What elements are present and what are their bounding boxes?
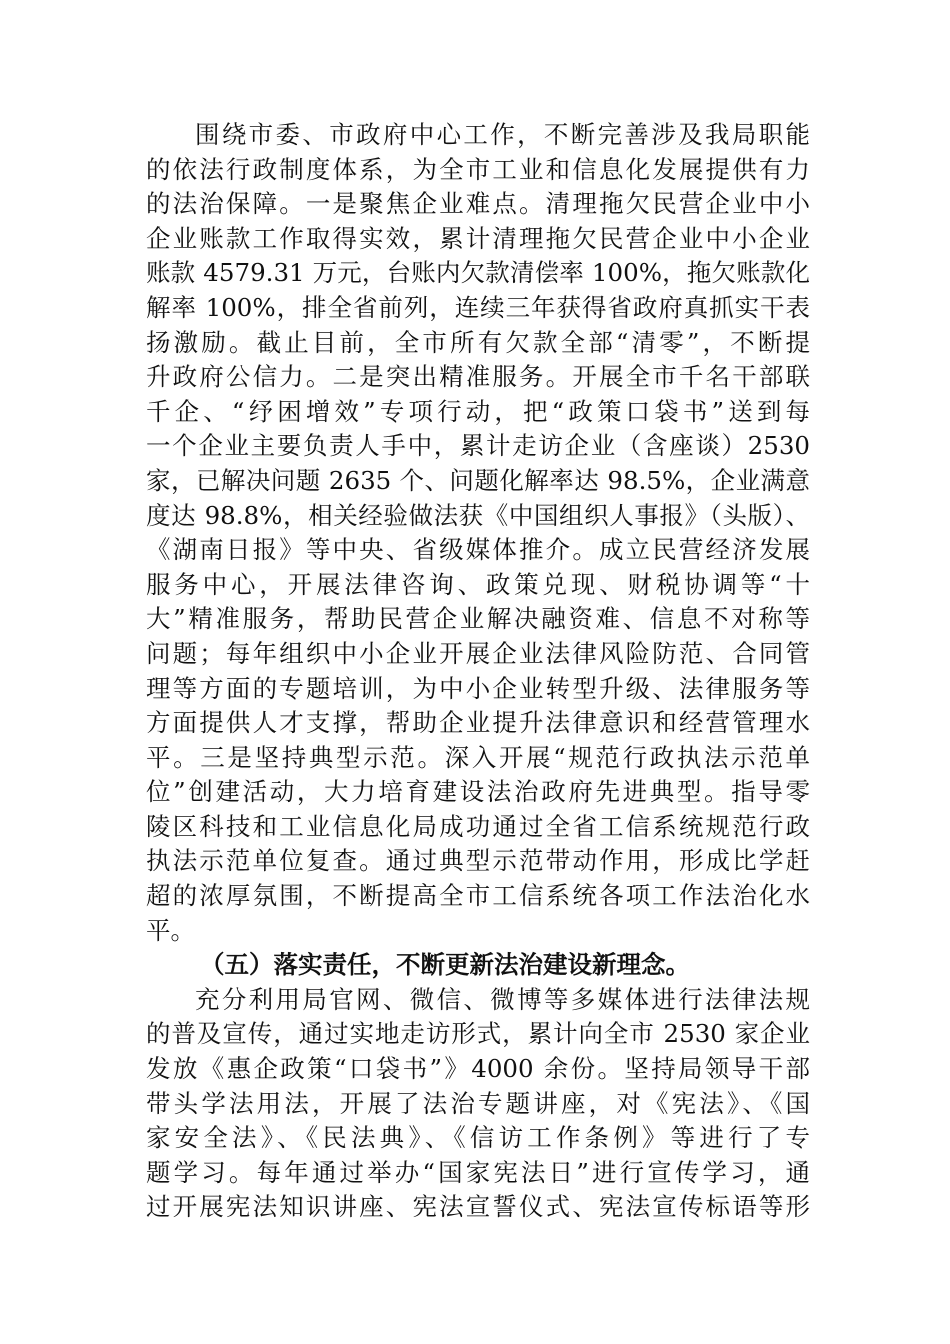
text-line: 扬激励。截止目前，全市所有欠款全部“清零”，不断提 <box>146 327 810 357</box>
section-heading: （五）落实责任，不断更新法治建设新理念。 <box>200 950 690 980</box>
text-line: 超的浓厚氛围，不断提高全市工信系统各项工作法治化水 <box>146 881 810 911</box>
text-line: 陵区科技和工业信息化局成功通过全省工信系统规范行政 <box>146 811 810 841</box>
text-line: 的依法行政制度体系，为全市工业和信息化发展提供有力 <box>146 154 810 184</box>
document-body <box>146 118 810 1225</box>
text-line: 发放《惠企政策“口袋书”》4000 余份。坚持局领导干部 <box>146 1054 810 1084</box>
text-line: 升政府公信力。二是突出精准服务。开展全市千名干部联 <box>146 362 810 392</box>
text-line: 的普及宣传，通过实地走访形式，累计向全市 2530 家企业 <box>146 1019 810 1049</box>
text-line: 问题；每年组织中小企业开展企业法律风险防范、合同管 <box>146 638 810 668</box>
text-line: 过开展宪法知识讲座、宪法宣誓仪式、宪法宣传标语等形 <box>146 1192 810 1222</box>
text-line: 理等方面的专题培训，为中小企业转型升级、法律服务等 <box>146 673 810 703</box>
text-line: 《湖南日报》等中央、省级媒体推介。成立民营经济发展 <box>146 535 810 565</box>
text-line: 位”创建活动，大力培育建设法治政府先进典型。指导零 <box>146 777 810 807</box>
text-line: 千企、“纾困增效”专项行动，把“政策口袋书”送到每 <box>146 396 810 426</box>
text-line: 企业账款工作取得实效，累计清理拖欠民营企业中小企业 <box>146 223 810 253</box>
text-line: 围绕市委、市政府中心工作，不断完善涉及我局职能 <box>195 120 810 149</box>
text-line: 平。 <box>146 915 195 945</box>
text-line: 平。三是坚持典型示范。深入开展“规范行政执法示范单 <box>146 742 810 772</box>
text-line: 方面提供人才支撑，帮助企业提升法律意识和经营管理水 <box>146 708 810 738</box>
text-line: 度达 98.8%，相关经验做法获《中国组织人事报》（头版）、 <box>146 500 810 530</box>
text-line: 服务中心，开展法律咨询、政策兑现、财税协调等“十 <box>146 569 810 599</box>
text-line: 带头学法用法，开展了法治专题讲座，对《宪法》、《国 <box>146 1088 810 1118</box>
text-line: 题学习。每年通过举办“国家宪法日”进行宣传学习，通 <box>146 1157 810 1187</box>
text-line: 解率 100%，排全省前列，连续三年获得省政府真抓实干表 <box>146 292 810 322</box>
text-line: 家，已解决问题 2635 个、问题化解率达 98.5%，企业满意 <box>146 465 810 495</box>
text-line: 充分利用局官网、微信、微博等多媒体进行法律法规 <box>195 984 810 1014</box>
text-line: 账款 4579.31 万元，台账内欠款清偿率 100%，拖欠账款化 <box>146 258 810 288</box>
text-line: 家安全法》、《民法典》、《信访工作条例》等进行了专 <box>146 1123 810 1153</box>
text-line: 的法治保障。一是聚焦企业难点。清理拖欠民营企业中小 <box>146 189 810 219</box>
text-line: 大”精准服务，帮助民营企业解决融资难、信息不对称等 <box>146 604 810 634</box>
text-line: 执法示范单位复查。通过典型示范带动作用，形成比学赶 <box>146 846 810 876</box>
text-line: 一个企业主要负责人手中，累计走访企业（含座谈）2530 <box>146 431 810 461</box>
